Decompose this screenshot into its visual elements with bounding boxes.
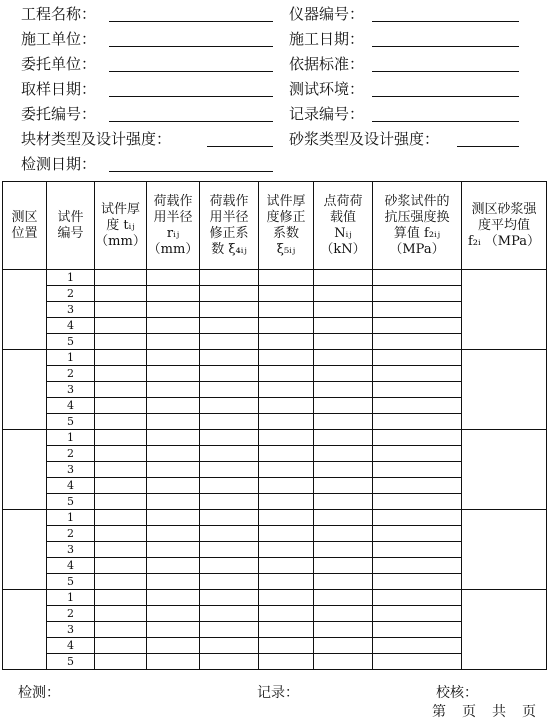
data-cell[interactable] [314,302,373,318]
construction-date-field [289,30,364,48]
data-cell[interactable] [259,286,314,302]
table-row [3,270,547,286]
page-label-4: 页 [522,704,536,720]
data-cell[interactable] [373,542,462,558]
col-thickness-correction: 试件厚 度修正 系数 ξ₅ᵢⱼ [259,182,314,270]
data-cell[interactable] [259,414,314,430]
data-cell[interactable] [200,446,259,462]
data-cell[interactable] [373,494,462,510]
table-header-row [3,182,547,270]
col-zone-average: 测区砂浆强 度平均值 f₂ᵢ （MPa） [462,182,547,270]
data-cell[interactable] [259,302,314,318]
recorder-label: 记录： [257,685,299,701]
data-cell[interactable] [314,366,373,382]
data-cell[interactable] [259,446,314,462]
data-cell[interactable] [259,558,314,574]
data-cell[interactable] [314,494,373,510]
data-cell[interactable] [373,622,462,638]
data-cell[interactable] [314,478,373,494]
data-cell[interactable] [95,526,147,542]
data-cell[interactable] [314,638,373,654]
data-cell[interactable] [147,638,200,654]
data-cell[interactable] [259,478,314,494]
record-number-field [289,105,364,123]
project-name-label: 工程名称： [21,5,97,23]
client-unit-blank[interactable] [109,71,273,72]
col-radius-correction: 荷载作 用半径 修正系 数 ξ₄ᵢⱼ [200,182,259,270]
data-cell[interactable] [373,478,462,494]
client-unit-label: 委托单位： [21,55,97,73]
zone-average-cell[interactable] [462,590,547,670]
test-environment-field [289,80,364,98]
data-cell[interactable] [147,446,200,462]
data-cell[interactable] [373,446,462,462]
sample-number-cell: 2 [47,366,95,382]
data-cell[interactable] [200,654,259,670]
zone-position-cell[interactable] [3,430,47,510]
project-name-field [21,5,96,23]
test-environment-blank[interactable] [372,96,519,97]
data-cell[interactable] [314,414,373,430]
zone-position-cell[interactable] [3,270,47,350]
zone-position-cell[interactable] [3,510,47,590]
client-unit-field [21,55,96,73]
data-cell[interactable] [259,622,314,638]
test-record-grid [2,181,547,670]
data-cell[interactable] [259,350,314,366]
data-cell[interactable] [259,494,314,510]
data-cell[interactable] [314,542,373,558]
data-cell[interactable] [373,462,462,478]
sample-number-cell: 1 [47,270,95,286]
data-cell[interactable] [147,590,200,606]
test-record-table [2,181,546,682]
data-cell[interactable] [373,318,462,334]
record-number-blank[interactable] [372,121,519,122]
data-cell[interactable] [259,270,314,286]
standard-basis-blank[interactable] [372,71,519,72]
data-cell[interactable] [314,462,373,478]
data-cell[interactable] [200,574,259,590]
data-cell[interactable] [200,302,259,318]
data-cell[interactable] [95,510,147,526]
data-cell[interactable] [95,318,147,334]
col-load-radius: 荷载作 用半径 rᵢⱼ （mm） [147,182,200,270]
page-number [432,704,536,720]
data-cell[interactable] [200,286,259,302]
mortar-type-field [289,130,439,148]
data-cell[interactable] [314,558,373,574]
data-cell[interactable] [259,334,314,350]
zone-average-cell[interactable] [462,350,547,430]
data-cell[interactable] [95,430,147,446]
page-label-2: 页 [462,704,476,720]
sample-number-cell: 2 [47,606,95,622]
sampling-date-blank[interactable] [109,96,273,97]
construction-date-blank[interactable] [372,46,519,47]
data-cell[interactable] [259,366,314,382]
data-cell[interactable] [314,606,373,622]
data-cell[interactable] [259,462,314,478]
data-cell[interactable] [373,382,462,398]
data-cell[interactable] [314,334,373,350]
sample-number-cell: 2 [47,446,95,462]
data-cell[interactable] [147,574,200,590]
test-date-blank[interactable] [109,171,273,172]
data-cell[interactable] [373,270,462,286]
sample-number-cell: 3 [47,382,95,398]
data-cell[interactable] [147,510,200,526]
zone-position-cell[interactable] [3,590,47,670]
col-sample-number: 试件 编号 [47,182,95,270]
table-row [3,430,547,446]
sample-number-cell: 5 [47,574,95,590]
commission-number-field [21,105,96,123]
test-date-field [21,155,96,173]
data-cell[interactable] [200,638,259,654]
data-cell[interactable] [314,590,373,606]
data-cell[interactable] [259,526,314,542]
data-cell[interactable] [314,446,373,462]
data-cell[interactable] [147,542,200,558]
zone-position-cell[interactable] [3,350,47,430]
data-cell[interactable] [314,286,373,302]
data-cell[interactable] [314,622,373,638]
data-cell[interactable] [200,622,259,638]
sample-number-cell: 5 [47,494,95,510]
sample-number-cell: 5 [47,414,95,430]
sample-number-cell: 4 [47,398,95,414]
data-cell[interactable] [95,398,147,414]
data-cell[interactable] [200,558,259,574]
sample-number-cell: 5 [47,654,95,670]
sample-number-cell: 3 [47,462,95,478]
data-cell[interactable] [147,286,200,302]
test-environment-label: 测试环境： [289,80,365,98]
data-cell[interactable] [259,590,314,606]
data-cell[interactable] [147,462,200,478]
data-cell[interactable] [200,318,259,334]
data-cell[interactable] [373,334,462,350]
mortar-type-label: 砂浆类型及设计强度： [289,130,440,148]
sample-number-cell: 1 [47,350,95,366]
data-cell[interactable] [95,654,147,670]
data-cell[interactable] [147,414,200,430]
data-cell[interactable] [95,270,147,286]
data-cell[interactable] [147,382,200,398]
zone-average-cell[interactable] [462,510,547,590]
data-cell[interactable] [314,398,373,414]
data-cell[interactable] [200,414,259,430]
col-zone-position: 测区 位置 [3,182,47,270]
data-cell[interactable] [373,574,462,590]
data-cell[interactable] [147,430,200,446]
data-cell[interactable] [259,318,314,334]
sample-number-cell: 4 [47,318,95,334]
project-name-blank[interactable] [109,21,273,22]
table-row [3,590,547,606]
data-cell[interactable] [200,366,259,382]
mortar-type-blank[interactable] [457,146,519,147]
sample-number-cell: 1 [47,430,95,446]
data-cell[interactable] [259,654,314,670]
data-cell[interactable] [200,398,259,414]
data-cell[interactable] [95,446,147,462]
data-cell[interactable] [147,318,200,334]
data-cell[interactable] [200,462,259,478]
data-cell[interactable] [259,638,314,654]
data-cell[interactable] [373,350,462,366]
data-cell[interactable] [373,558,462,574]
page-label-1: 第 [432,704,446,720]
data-cell[interactable] [314,270,373,286]
sample-number-cell: 3 [47,542,95,558]
data-cell[interactable] [147,334,200,350]
block-type-label: 块材类型及设计强度： [21,130,172,148]
data-cell[interactable] [95,542,147,558]
data-cell[interactable] [147,526,200,542]
construction-unit-blank[interactable] [109,46,273,47]
data-cell[interactable] [200,478,259,494]
data-cell[interactable] [259,430,314,446]
col-point-load: 点荷荷 载值 Nᵢⱼ （kN） [314,182,373,270]
data-cell[interactable] [200,350,259,366]
data-cell[interactable] [147,622,200,638]
data-cell[interactable] [200,590,259,606]
data-cell[interactable] [95,622,147,638]
data-cell[interactable] [373,366,462,382]
data-cell[interactable] [373,606,462,622]
data-cell[interactable] [259,606,314,622]
data-cell[interactable] [373,638,462,654]
table-body [3,270,547,670]
data-cell[interactable] [200,494,259,510]
sample-number-cell: 3 [47,302,95,318]
data-cell[interactable] [95,638,147,654]
zone-average-cell[interactable] [462,430,547,510]
data-cell[interactable] [259,510,314,526]
data-cell[interactable] [147,350,200,366]
data-cell[interactable] [95,478,147,494]
data-cell[interactable] [314,350,373,366]
data-cell[interactable] [314,574,373,590]
data-cell[interactable] [95,414,147,430]
construction-date-label: 施工日期： [289,30,365,48]
sample-number-cell: 2 [47,526,95,542]
data-cell[interactable] [314,526,373,542]
block-type-blank[interactable] [207,146,273,147]
table-row [3,350,547,366]
standard-basis-label: 依据标准： [289,55,365,73]
data-cell[interactable] [147,270,200,286]
data-cell[interactable] [95,590,147,606]
data-cell[interactable] [147,478,200,494]
standard-basis-field [289,55,364,73]
data-cell[interactable] [200,542,259,558]
data-cell[interactable] [95,334,147,350]
data-cell[interactable] [259,574,314,590]
zone-average-cell[interactable] [462,270,547,350]
data-cell[interactable] [95,574,147,590]
sample-number-cell: 2 [47,286,95,302]
data-cell[interactable] [95,302,147,318]
instrument-number-label: 仪器编号： [289,5,365,23]
sample-number-cell: 1 [47,590,95,606]
construction-unit-label: 施工单位： [21,30,97,48]
sample-number-cell: 5 [47,334,95,350]
sample-number-cell: 4 [47,638,95,654]
data-cell[interactable] [259,542,314,558]
data-cell[interactable] [314,430,373,446]
data-cell[interactable] [147,654,200,670]
data-cell[interactable] [147,606,200,622]
data-cell[interactable] [95,366,147,382]
data-cell[interactable] [314,318,373,334]
data-cell[interactable] [95,286,147,302]
instrument-number-field [289,5,364,23]
page-label-3: 共 [492,704,506,720]
data-cell[interactable] [259,398,314,414]
instrument-number-blank[interactable] [372,21,519,22]
data-cell[interactable] [314,654,373,670]
data-cell[interactable] [95,350,147,366]
data-cell[interactable] [200,334,259,350]
sample-number-cell: 1 [47,510,95,526]
data-cell[interactable] [314,382,373,398]
data-cell[interactable] [147,398,200,414]
test-date-label: 检测日期： [21,155,97,173]
data-cell[interactable] [147,302,200,318]
commission-number-blank[interactable] [109,121,273,122]
data-cell[interactable] [373,302,462,318]
data-cell[interactable] [95,494,147,510]
data-cell[interactable] [373,286,462,302]
data-cell[interactable] [200,526,259,542]
data-cell[interactable] [147,494,200,510]
construction-unit-field [21,30,96,48]
block-type-field [21,130,171,148]
data-cell[interactable] [373,414,462,430]
sample-number-cell: 4 [47,558,95,574]
data-cell[interactable] [314,510,373,526]
data-cell[interactable] [373,590,462,606]
data-cell[interactable] [200,606,259,622]
data-cell[interactable] [95,606,147,622]
commission-number-label: 委托编号： [21,105,97,123]
record-number-label: 记录编号： [289,105,365,123]
sampling-date-label: 取样日期： [21,80,97,98]
data-cell[interactable] [95,382,147,398]
data-cell[interactable] [373,526,462,542]
reviewer-label: 校核： [436,685,478,701]
sample-number-cell: 4 [47,478,95,494]
table-row [3,510,547,526]
data-cell[interactable] [200,430,259,446]
data-cell[interactable] [373,510,462,526]
col-sample-thickness: 试件厚 度 tᵢⱼ （mm） [95,182,147,270]
data-cell[interactable] [200,270,259,286]
col-compressive-strength: 砂浆试件的 抗压强度换 算值 f₂ᵢⱼ （MPa） [373,182,462,270]
data-cell[interactable] [373,430,462,446]
data-cell[interactable] [200,382,259,398]
sample-number-cell: 3 [47,622,95,638]
data-cell[interactable] [147,558,200,574]
data-cell[interactable] [259,382,314,398]
data-cell[interactable] [147,366,200,382]
data-cell[interactable] [95,558,147,574]
data-cell[interactable] [95,462,147,478]
sampling-date-field [21,80,96,98]
data-cell[interactable] [373,398,462,414]
data-cell[interactable] [200,510,259,526]
data-cell[interactable] [373,654,462,670]
inspector-label: 检测： [18,685,60,701]
